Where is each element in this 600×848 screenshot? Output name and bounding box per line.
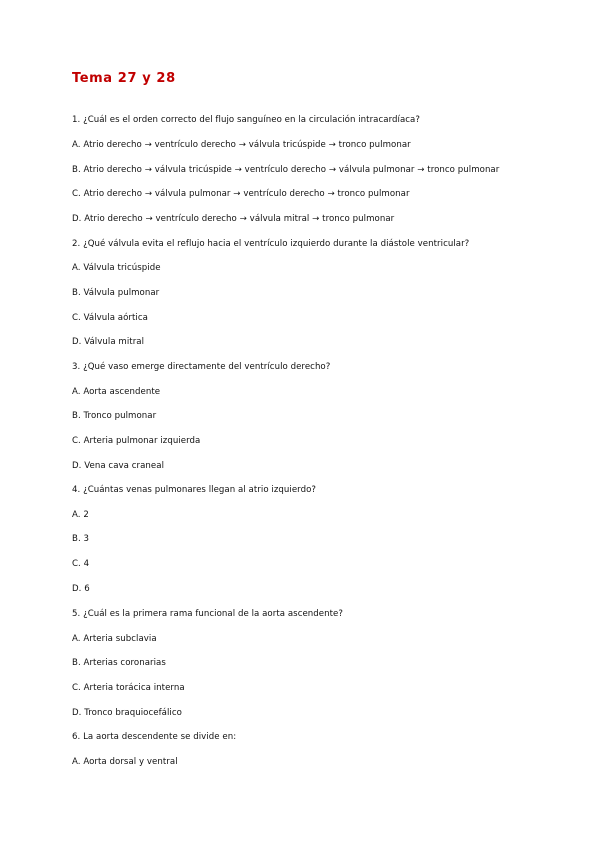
question-5-option-a: A. Arteria subclavia [72, 634, 157, 644]
question-1-option-d: D. Atrio derecho → ventrículo derecho → válvula mitral → tronco pulmonar [72, 214, 395, 224]
question-2: 2. ¿Qué válvula evita el reflujo hacia el ventrículo izquierdo durante la diástole ventricular? [72, 239, 470, 249]
document-title: Tema 27 y 28 [72, 71, 176, 86]
question-3-option-b: B. Tronco pulmonar [72, 411, 157, 421]
question-1-option-c: C. Atrio derecho → válvula pulmonar → ventrículo derecho → tronco pulmonar [72, 189, 410, 199]
question-3-option-c: C. Arteria pulmonar izquierda [72, 436, 201, 446]
question-4-option-a: A. 2 [72, 510, 89, 520]
question-4-option-d: D. 6 [72, 584, 90, 594]
question-2-option-b: B. Válvula pulmonar [72, 288, 160, 298]
question-2-option-d: D. Válvula mitral [72, 337, 145, 347]
question-1-option-a: A. Atrio derecho → ventrículo derecho → válvula tricúspide → tronco pulmonar [72, 140, 411, 150]
question-5: 5. ¿Cuál es la primera rama funcional de la aorta ascendente? [72, 609, 344, 619]
question-2-option-c: C. Válvula aórtica [72, 313, 148, 323]
question-3: 3. ¿Qué vaso emerge directamente del ventrículo derecho? [72, 362, 331, 372]
question-3-option-d: D. Vena cava craneal [72, 461, 165, 471]
question-2-option-a: A. Válvula tricúspide [72, 263, 161, 273]
question-4-option-c: C. 4 [72, 559, 90, 569]
question-5-option-b: B. Arterias coronarias [72, 658, 166, 668]
question-1: 1. ¿Cuál es el orden correcto del flujo sanguíneo en la circulación intracardíaca? [72, 115, 420, 125]
question-6-option-a: A. Aorta dorsal y ventral [72, 757, 178, 767]
question-5-option-c: C. Arteria torácica interna [72, 683, 185, 693]
question-4-option-b: B. 3 [72, 534, 90, 544]
question-1-option-b: B. Atrio derecho → válvula tricúspide → ventrículo derecho → válvula pulmonar → tronco pulmonar [72, 165, 500, 175]
question-4: 4. ¿Cuántas venas pulmonares llegan al atrio izquierdo? [72, 485, 317, 495]
question-6: 6. La aorta descendente se divide en: [72, 732, 237, 742]
question-5-option-d: D. Tronco braquiocefálico [72, 708, 182, 718]
question-3-option-a: A. Aorta ascendente [72, 387, 161, 397]
